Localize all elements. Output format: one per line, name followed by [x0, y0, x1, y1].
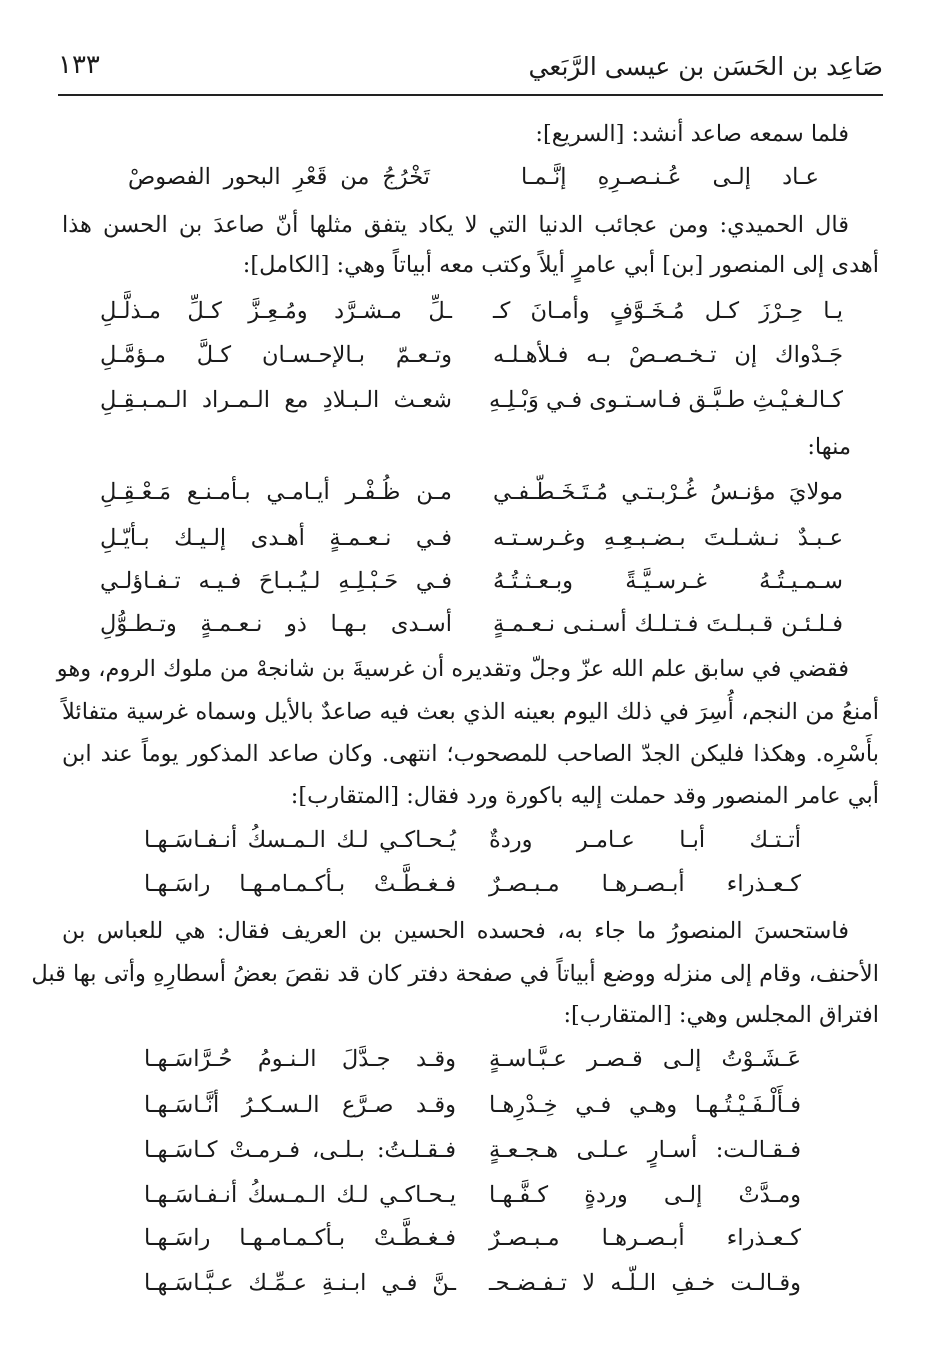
verse-first-hemistich: سـمـيـتُـهُ غـرسـيَّـةً وبـعـثـتُـهُ	[493, 568, 843, 594]
verse-second-hemistich: فـغـطَّـتْ بـأكـمـامـهـا راسَـهـا	[144, 871, 456, 897]
verse-second-hemistich: وتـعـمّ بـالإحـسـان كـلَّ مـؤمَّـلِ	[100, 342, 452, 368]
verse-first-hemistich: جَـدْواك إن تـخـصـصْ بـه فـلأهـلـه	[493, 342, 843, 368]
paragraph-line: بأَسْرِه. وهكذا فليكن الجدّ الصاحب للمصحوب؛ انتهى. وكان صاعد المذكور يوماً عند ابن	[62, 741, 879, 767]
verse-second-hemistich: فـغـطَّـتْ بـأكـمـامـهـا راسَـهـا	[144, 1225, 456, 1251]
page-number: ١٣٣	[58, 50, 100, 80]
verse-second-hemistich: يـحـاكـي لـك الـمـسكُ أنـفـاسَـهـا	[144, 1182, 456, 1208]
verse-second-hemistich: وقـد صـرَّع الـسـكـرُ أنَّـاسَـهـا	[144, 1092, 456, 1118]
verse-first-hemistich: كـعـذراء أبـصـرهـا مـبـصـرٌ	[489, 1225, 801, 1251]
verse-first-hemistich: يـا حِـرْزَ كـل مُـخَـوَّفٍ وأمـانَ كـ	[493, 298, 843, 324]
verse-second-hemistich: فـقـلـتُ: بـلـى، فـرمـتْ كـاسَـهـا	[144, 1137, 456, 1163]
verse-first-hemistich: أتـتـك أبـا عـامـر وردةٌ	[489, 827, 801, 853]
verse-second-hemistich: تَخْرُجُ من قَعْرِ البحور الفصوصْ	[128, 164, 430, 190]
verse-first-hemistich: عَـشَـوْتُ إلـى قـصـر عـبَّـاسـةٍ	[489, 1046, 801, 1072]
verse-second-hemistich: ـلِّ مـشـرَّد ومُـعِـزَّ كـلِّ مـذلَّـلِ	[100, 298, 452, 324]
verse-first-hemistich: كـالـغـيْـثِ طـبَّـق فـاسـتـوى فـي وَبْـلِـهِ	[489, 387, 843, 413]
verse-first-hemistich: فـلـئـن قـبـلـتَ فـتـلـك أسـنـى نـعـمـةٍ	[493, 611, 843, 637]
verse-first-hemistich: وقـالـت خـفِ الـلّـه لا تـفـضـحـ	[489, 1270, 801, 1296]
paragraph-line: فقضي في سابق علم الله عزّ وجلّ وتقديره أن غرسيةَ بن شانجهْ من ملوك الروم، وهو	[56, 656, 849, 682]
section-label: منها:	[807, 434, 851, 460]
verse-second-hemistich: ـنَّ فـي ابـنـةِ عـمِّـك عـبَّـاسَـهـا	[144, 1270, 456, 1296]
verse-first-hemistich: ومـدَّتْ إلـى وردةٍ كـفَّـهـا	[489, 1182, 801, 1208]
verse-second-hemistich: شعـث الـبـلادِ مع الـمـراد الـمـبـقِـلِ	[100, 387, 452, 413]
verse-second-hemistich: فـي حَـبْـلِـهِ لـيُـبـاحَ فـيـه تـفـاؤلـي	[100, 568, 452, 594]
verse-first-hemistich: عـبـدٌ نـشـلـتَ بـضـبـعِـهِ وغـرسـتـه	[493, 525, 843, 551]
paragraph-line: فلما سمعه صاعد أنشد: [السريع]:	[535, 121, 849, 147]
verse-first-hemistich: كـعـذراء أبـصـرهـا مـبـصـرٌ	[489, 871, 801, 897]
verse-first-hemistich: عـاد إلـى عُـنـصـرِهِ إنَّـمـا	[521, 164, 819, 190]
running-title: صَاعِد بن الحَسَن بن عيسى الرَّبَعي	[528, 52, 883, 81]
verse-second-hemistich: أسـدى بـهـا ذو نـعـمـةٍ وتـطـوُّلِ	[100, 611, 452, 637]
paragraph-line: فاستحسنَ المنصورُ ما جاء به، فحسده الحسين بن العريف فقال: هي للعباس بن	[62, 918, 849, 944]
paragraph-line: افتراق المجلس وهي: [المتقارب]:	[563, 1002, 879, 1028]
paragraph-line: الأحنف، وقام إلى منزله ووضع أبياتاً في صفحة دفتر كان قد نقصَ بعضُ أسطارِهِ وأتى بها قبل	[31, 961, 879, 987]
verse-second-hemistich: وقـد جـدَّلَ الـنـومُ حُـرَّاسَـهـا	[144, 1046, 456, 1072]
paragraph-line: قال الحميدي: ومن عجائب الدنيا التي لا يكاد يتفق مثلها أنّ صاعدَ بن الحسن هذا	[62, 212, 849, 238]
verse-first-hemistich: مولايَ مؤنـسُ غُـرْبـتـي مُـتَـخَـطّـفـي	[493, 479, 843, 505]
verse-second-hemistich: فـي نـعـمـةٍ أهـدى إلـيـك بـأيّـلِ	[100, 525, 452, 551]
verse-first-hemistich: فـقـالـت: أسـارٍ عـلـى هـجـعـةٍ	[489, 1137, 801, 1163]
paragraph-line: أمنعُ من النجم، أُسِرَ في ذلك اليوم بعينه الذي بعث فيه صاعدٌ بالأيل وسماه غرسية متفائلاً	[62, 699, 879, 725]
verse-second-hemistich: يُـحـاكـي لـك الـمـسكُ أنـفـاسَـهـا	[144, 827, 456, 853]
paragraph-line: أهدى إلى المنصور [بن] أبي عامرٍ أيلاً وكتب معه أبياتاً وهي: [الكامل]:	[242, 252, 879, 278]
paragraph-line: أبي عامر المنصور وقد حملت إليه باكورة ورد فقال: [المتقارب]:	[290, 783, 879, 809]
verse-first-hemistich: فـأَلْـفَـيْـتُـهـا وهـي فـي خِـدْرِهـا	[489, 1092, 801, 1118]
verse-second-hemistich: مـن ظُـفْـر أيـامـي بـأمـنـع مَـعْـقِـلِ	[100, 479, 452, 505]
